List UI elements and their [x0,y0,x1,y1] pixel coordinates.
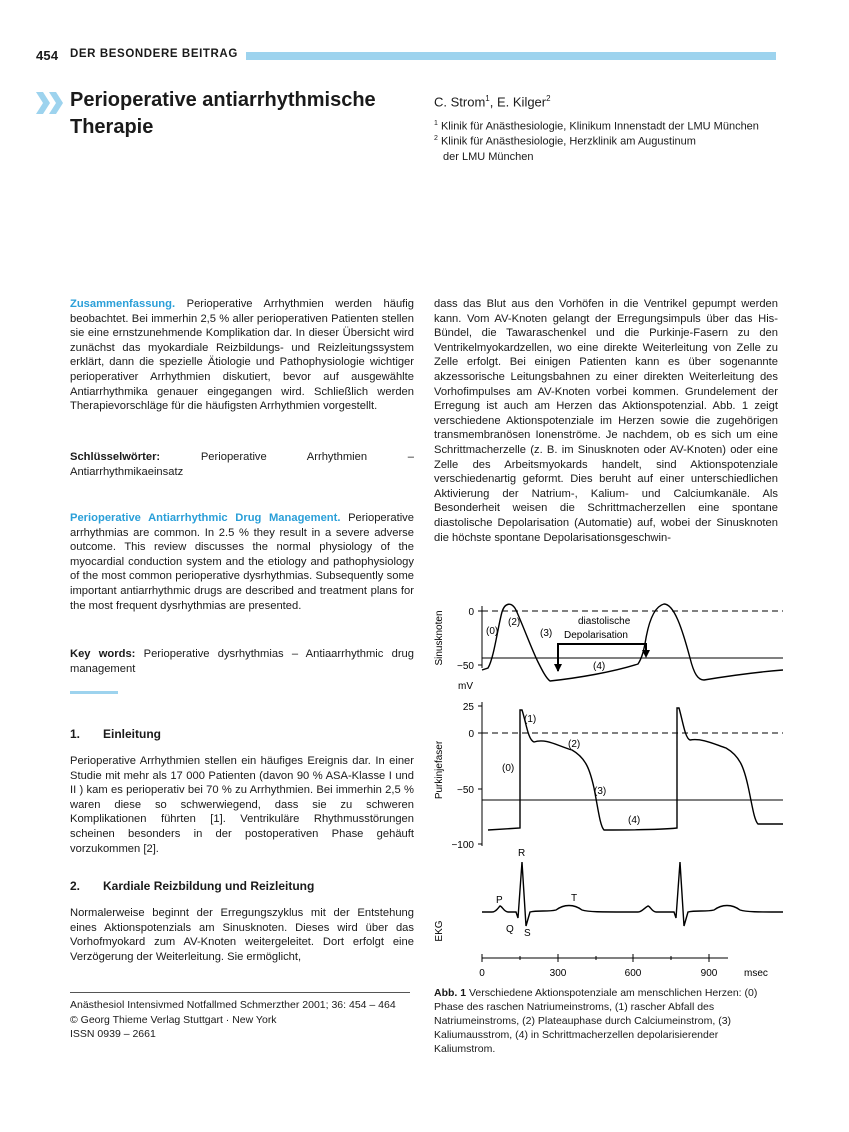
author-sup: 1 [485,94,490,103]
affiliation-sup: 2 [434,135,438,142]
unit-label: mV [458,681,473,692]
title-line: Perioperative antiarrhythmische [70,89,376,111]
annotation: diastolische [578,616,631,627]
phase-label: (2) [568,739,581,750]
section-title: Kardiale Reizbildung und Reizleitung [103,879,315,893]
y-tick-label: 25 [462,702,474,713]
title-line: Therapie [70,116,154,138]
abstract-german [70,297,414,414]
abstract-lead: Zusammenfassung. [70,298,176,310]
phase-label: (0) [486,626,499,637]
keywords-label: Key words: [70,648,136,660]
wave-label: Q [506,924,514,935]
panel-ekg [434,848,783,942]
abstract-text: Perioperative Arrhythmien werden häufig beobachtet. Bei immerhin 2,5 % aller perioperativen Patienten stellen sie eine ernstzunehmende Komplikation dar. In dieser Übersicht wird zunächst das myokardiale Reizbildungs- und Reizleitungssystem erklärt, dann die spezielle Ätiologie und Pathophysiologie wichtiger perioperativer Arrhythmien diskutiert, bevor auf ausgewählte Antiarrhythmika genauer eingegangen wird. Schließlich werden Therapievorschläge für die häufigsten Arrhythmien vorgestellt. [70,298,414,413]
affiliation-sup: 1 [434,120,438,127]
affiliation-text: Klinik für Anästhesiologie, Klinikum Innenstadt der LMU München [440,120,759,133]
affiliation [434,131,794,165]
phase-label: (4) [593,661,606,672]
y-axis-label: EKG [434,920,445,942]
section-title: Einleitung [103,727,161,741]
y-tick-label: −50 [457,785,474,796]
section-heading [70,879,314,893]
y-tick-label: −50 [457,661,474,672]
figure-caption [434,986,778,1056]
author-sup: 2 [546,94,551,103]
panel-purkinjefaser [434,702,783,851]
purkinje-trace [488,708,783,830]
section-heading [70,727,161,741]
phase-label: (2) [508,617,521,628]
abstract-lead: Perioperative Antiarrhythmic Drug Management. [70,512,341,524]
x-axis [479,954,768,979]
article-title [70,87,390,141]
body-text-right: dass das Blut aus den Vorhöfen in die Ventrikel gepumpt werden kann. Vom AV-Knoten gelangt der Erregungsimpuls über das His-Bündel, die Tawaraschenkel und die Purkinje-Fasern zu den Ventrikelmyokardzellen, wo eine direkte Weiterleitung von Zelle zu Zelle erfolgt. Bei einigen Patienten kann es über sogenannte akzessorische Leitungsbahnen zu einer direkten Weiterleitung des Vorhofimpulses am AV-Knoten vorbei kommen. Grundelement der Erregung ist auch am Herzen das Aktionspotenzial. Abb. 1 zeigt verschiedene Aktionspotenziale im Herzen sowie die zugehörigen transmembranösen Ionenströme. Je nachdem, ob es sich um eine Schrittmacherzelle (z. B. im Sinusknoten oder AV-Knoten) oder eine Zelle des Arbeitsmyokards handelt, sind Aktionspotenziale verschiedenartig geformt. Dies beruht auf einer unterschiedlichen Aktivierung der Natrium-, Kalium- und Calciumkanäle. Als Besonderheit weisen die Schrittmacherzellen eine spontane diastolische Depolarisation (Automatie) auf, wobei der Sinusknoten die höchste spontane Depolarisationsgeschwin- [434,298,778,544]
caption-text: Verschiedene Aktionspotenziale am menschlichen Herzen: (0) Phase des raschen Natriumeinstroms, (1) rascher Abfall des Natriumeinstroms, (2) Plateauphase durch Calciumeinstrom, (3) Kaliumausstrom, (4) in Schrittmacherzellen depolarisierender Kaliumstrom. [434,987,758,1055]
section-label: DER BESONDERE BEITRAG [70,48,238,60]
section-number: 2. [70,879,81,893]
wave-label: S [524,928,531,939]
footer-line: © Georg Thieme Verlag Stuttgart · New York [70,1013,277,1026]
phase-label: (1) [524,714,537,725]
panel-sinusknoten [434,604,783,692]
annotation: Depolarisation [564,630,628,641]
keywords-text: Perioperative Arrhythmien – Antiarrhythmikaeinsatz [70,451,414,478]
abstract-english [70,511,414,613]
ekg-trace [482,862,783,926]
wave-label: P [496,895,503,906]
footer-line: Anästhesiol Intensivmed Notfallmed Schmerzther 2001; 36: 454 – 464 [70,999,396,1011]
header-accent-bar [246,52,776,60]
section-number: 1. [70,727,81,741]
affiliation-text: der LMU München [443,150,534,163]
y-axis-label: Sinusknoten [434,610,445,666]
wave-label: R [518,848,526,859]
arrowhead-icon [642,650,650,658]
author-name: C. Strom [434,94,486,110]
affiliation-text: Klinik für Anästhesiologie, Herzklinik am Augustinum [440,135,696,148]
footer-divider [70,992,410,993]
keywords-english [70,647,414,676]
section-body: Perioperative Arrhythmien stellen ein häufiges Ereignis dar. In einer Studie mit mehr als 17 000 Patienten (davon 90 % ASA-Klasse I und II ) kam es perioperativ bei 70 % zu Arrhythmien. Bei immerhin 2,5 % waren diese so schwerwiegend, dass sie zu schweren Komplikationen führten [1]. Ventrikuläre Rhythmusstörungen scheinen besonders in der postoperativen Phase gehäuft vorzukommen [2]. [70,755,414,855]
author-separator: , [489,94,497,110]
phase-label: (4) [628,815,641,826]
y-tick-label: 0 [468,607,474,618]
x-tick-label: 300 [549,968,567,979]
separator-bar [70,691,118,694]
phase-label: (3) [594,786,607,797]
author-name: E. Kilger [496,94,547,110]
authors [434,94,551,109]
phase-label: (0) [502,763,515,774]
journal-footer [70,998,396,1042]
sinus-trace [482,604,783,681]
section-body: Normalerweise beginnt der Erregungszyklus mit der Entstehung eines Aktionspotenzials am Sinusknoten. Dieses wird über das Vorhofmyokard zum AV-Knoten weitergeleitet. Dort erfolgt eine Verzögerung der Weiterleitung. Sie ermöglicht, [70,907,414,963]
phase-label: (3) [540,628,553,639]
arrowhead-icon [554,664,562,672]
x-tick-label: 900 [700,968,718,979]
keywords-label: Schlüsselwörter: [70,451,161,463]
x-tick-label: 0 [479,968,485,979]
keywords-german [70,450,414,479]
abstract-text: Perioperative arrhythmias are common. In 2.5 % they result in a severe adverse outcome. This review discusses the normal physiology of the myocardial conduction system and the etiology and pathophysiology of the most common perioperative dysrhythmias. Subsequently some important antiarrhythmic drugs are described and treatment plans for the most frequent dysrhythmias are presented. [70,512,414,612]
caption-lead: Abb. 1 [434,987,467,999]
figure-action-potentials [428,598,783,983]
footer-line: ISSN 0939 – 2661 [70,1028,156,1040]
y-tick-label: 0 [468,729,474,740]
y-tick-label: −100 [451,840,474,851]
chevron-right-icon [36,92,66,114]
keywords-text: Perioperative dysrhythmias – Antiaarrhythmic drug management [70,648,414,675]
page-number: 454 [36,48,59,63]
x-tick-label: 600 [624,968,642,979]
x-unit-label: msec [744,968,768,979]
wave-label: T [571,893,578,904]
y-axis-label: Purkinjefaser [434,740,445,800]
